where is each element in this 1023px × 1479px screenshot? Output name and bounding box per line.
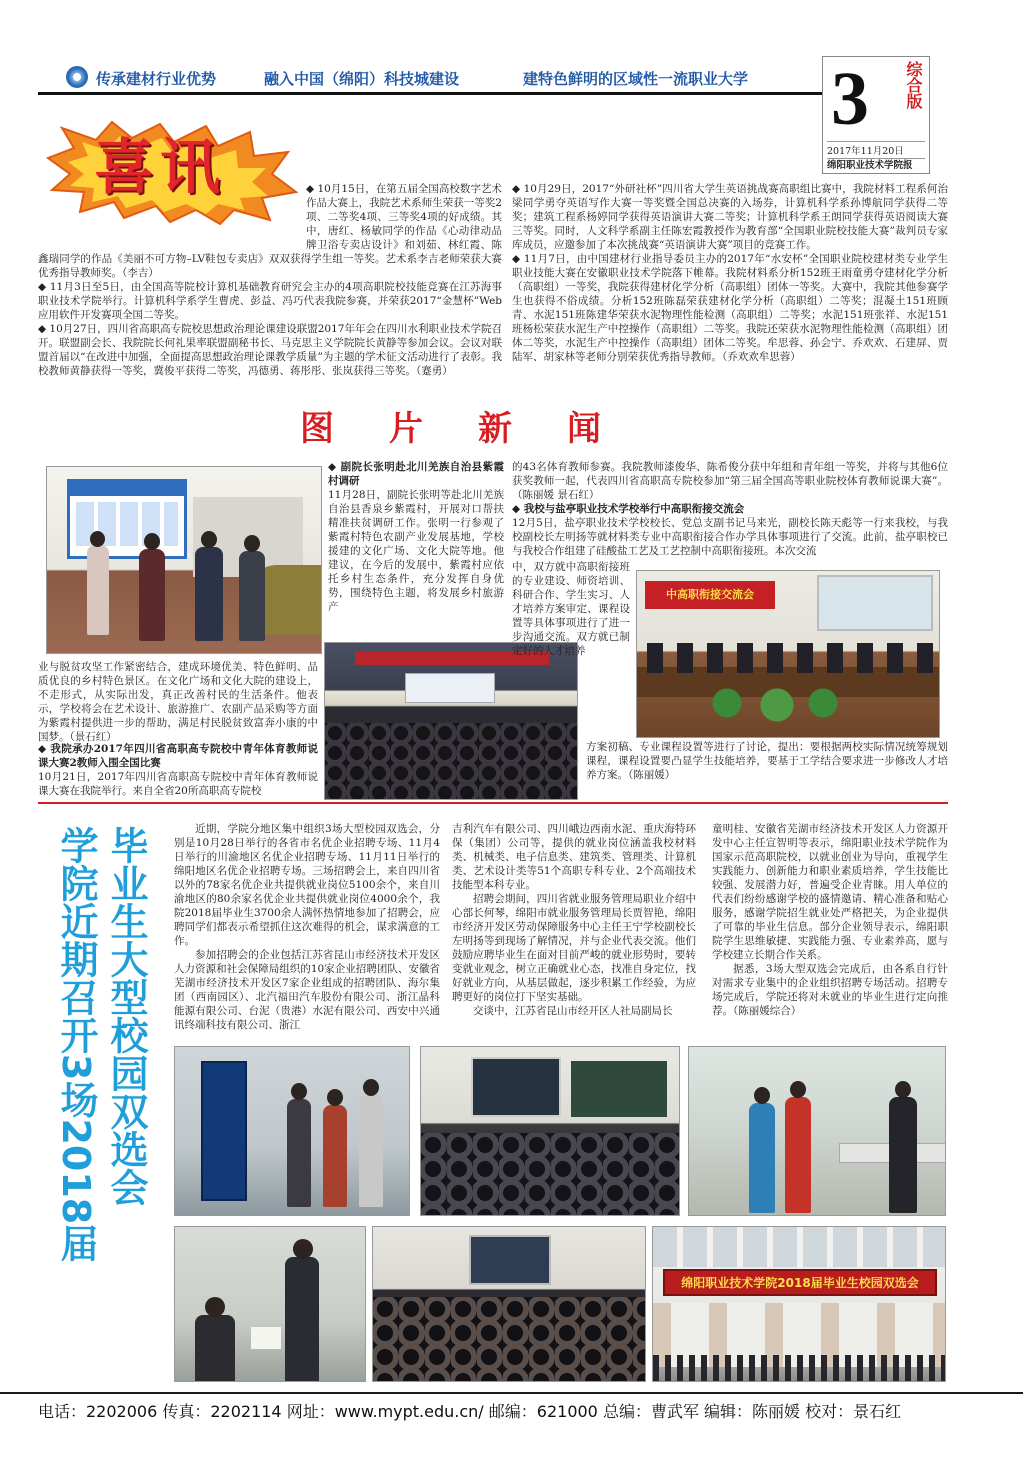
exchange-meeting-photo (636, 570, 940, 738)
wall-window (817, 575, 933, 631)
crowd (653, 1355, 946, 1382)
job-fair-headline-line1: 毕业生大型校园双选会 (104, 826, 148, 1206)
section-label: 综合版 (904, 61, 923, 109)
issue-date: 2017年11月20日 (827, 141, 925, 159)
news-item-building-materials: ◆ 11月7日，由中国建材行业指导委员主办的2017年“水安杯”全国职业院校建材类专业学生职业技能大赛在安徽职业技术学院落下帷幕。我院材料系分析152班王雨童勇夺建材化学分析（高职组）一等奖，我院获得建材化学分析（高职组）团体一等奖。大赛中，我院其他参赛学生也获得不俗成绩。分析152班陈磊荣获建材化学分析（高职组）二等奖；混凝土151班顾青、水泥151班陈建华荣获水泥物理性能检测（高职组）二等奖；水泥151班张祥、水泥151班杨松荣获水泥生产中控操作（高职组）二等奖。我院还荣获水泥物理性能检测（高职组）团体二等奖，水泥生产中控操作（高职组）团体二等奖。牟思蓉、孙会宁、乔欢欢、石建屏、贾陆军、胡家林等老师分别荣获优秀指导教师。（乔欢欢牟思蓉） (512, 253, 948, 363)
person-figure (749, 1103, 775, 1213)
slogan-2: 融入中国（绵阳）科技城建设 (264, 70, 460, 88)
photo-news-title: 图片新闻 (300, 409, 656, 449)
blackboard (571, 1061, 667, 1117)
header-rule (38, 92, 828, 95)
job-fair-col-3 (712, 822, 948, 1042)
story-exchange-heading: ◆ 我校与盐亭职业技术学校举行中高职衔接交流会 (512, 503, 745, 515)
village-visit-photo (46, 466, 322, 654)
news-item-art-contest: ◆ 10月15日，在第五届全国高校数字艺术作品大赛上，我院艺术系师生荣获一等奖2项、二等奖4项、三等奖4项的好成绩。其中，唐红、杨敏同学的作品《心动律动品牌卫浴专卖店设计》和刘茹、林红霞、陈鑫瑞同学的作品《美丽不可方物–LV鞋包专卖店》双双获得学生组一等奖。艺术系李吉老师荣获大赛优秀指导教师奖。（李吉） (38, 183, 502, 279)
section-rule (38, 802, 948, 804)
paper-name: 绵阳职业技术学院报 (827, 160, 913, 171)
school-logo-icon (66, 66, 88, 88)
news-item-ideology-alliance: ◆ 10月27日，四川省高职高专院校思想政治理论课建设联盟2017年年会在四川水利职业技术学院召开。联盟副会长、我院院长何礼果率联盟副秘书长、马克思主义学院院长黄静等参加会议。会议对联盟首届以“在改进中加强，全面提高思想政治理论课教学质量”为主题的学术征文活动进行了表彰。我校教师黄静获得一等奖，冀俊平获得二等奖，冯德勇、蒋彤彤、张岚获得三等奖。（蹇勇） (38, 323, 502, 377)
building-windows (653, 1227, 946, 1267)
job-fair-col-2 (452, 822, 696, 1042)
good-news-left-column (38, 182, 502, 394)
story-teacher-cont-text: 的43名体育教师参赛。我院教师漆俊华、陈希俊分获中年组和青年组一等奖，并将与其他6位获奖教师一起，代表四川省高职高专院校参加“第三届全国高等职业院校体育教师说课大赛”。（陈丽媛 景石红） (512, 461, 948, 501)
news-item-web-contest: ◆ 11月3日至5日，由全国高等院校计算机基础教育研究会主办的4项高职院校技能竞赛在江苏海事职业技术学院举行。计算机科学系学生曹虎、彭益、冯巧代表我院参赛，并荣获2017“金慧杯”Web应用软件开发赛项全国二等奖。 (38, 281, 502, 321)
story-exchange-mid (512, 560, 630, 738)
slogan-3: 建特色鲜明的区域性一流职业大学 (523, 70, 749, 88)
participants (647, 643, 937, 673)
footer-info: 电话：2202006 传真：2202114 网址：www.mypt.edu.cn/ 邮编：621000 总编：曹武军 编辑：陈丽媛 校对：景石红 (38, 1402, 902, 1421)
person-figure (139, 549, 165, 641)
story-teacher-heading: ◆ 我院承办2017年四川省高职高专院校中青年体育教师说课大赛2教师入围全国比赛 (38, 743, 318, 769)
person-figure (323, 1105, 347, 1207)
slogan-1: 传承建材行业优势 (96, 70, 217, 88)
person-figure (285, 1257, 319, 1382)
person-figure (785, 1097, 811, 1213)
person-figure (889, 1097, 917, 1213)
job-fair-paragraph: 童明桂、安徽省芜湖市经济技术开发区人力资源开发中心主任宣智明等表示，绵阳职业技术学院作为国家示范高职院校，以就业创业为导向，重视学生实践能力、创新能力和职业素质培养，学生技能比较强、发展潜力好，普遍受企业青睐。用人单位的代表们纷纷感谢学校的盛情邀请、精心准备和贴心服务，感谢学院招生就业处严格把关，为企业提供了可靠的毕业生信息。部分企业领导表示，绵阳职院学生思维敏捷、实践能力强、专业素养高，愿与学校建立长期合作关系。 (712, 823, 948, 961)
audience-rows (421, 1133, 680, 1216)
news-item-english-contest: ◆ 10月29日，2017“外研社杯”四川省大学生英语挑战赛高职组比赛中，我院材料工程系何治梁同学勇夺英语写作大赛一等奖暨全国总决赛的入场券，计算机科学系孙博航同学获得二等奖；建筑工程系杨婷同学获得英语演讲大赛二等奖；计算机科学系王朗同学获得英语阅读大赛三等奖。同时，人文科学系副主任陈宏霞教授作为教育部“全国职业院校技能大赛”裁判员专家库成员，应邀参加了本次挑战赛“英语演讲大赛”项目的竞赛工作。 (512, 183, 948, 251)
story-teacher-contest (38, 742, 318, 800)
story-teacher-text: 10月21日，2017年四川省高职高专院校中青年体育教师说课大赛在我院举行。来自全省20所高职高专院校 (38, 771, 318, 797)
story-village-continued: 业与脱贫攻坚工作紧密结合，建成环境优美、特色鲜明、品质优良的乡村特色景区。在文化广场和文化大院的建设上，不走形式，从实际出发，真正改善村民的生活条件。他表示，学校将会在艺术设计、旅游推广、农副产品采购等方面为紫霞村提供进一步的帮助，满足村民脱贫致富奔小康的中国梦。（景石红） (38, 661, 318, 743)
story-village-top (328, 460, 504, 638)
job-fair-paragraph: 招聘会期间，四川省就业服务管理局职业介绍中心部长何琴，绵阳市就业服务管理局长贾智艳，绵阳市经济开发区劳动保障服务中心主任王宁学校副校长左明扬等到现场了解情况，并与企业代表交流。他们鼓励应聘毕业生在面对目前严峻的就业形势时，要转变就业观念，树立正确就业心态，找准自身定位，找好就业方向，从基层做起，逐步积累工作经验，为应聘更好的岗位打下坚实基础。 (452, 893, 696, 1003)
person-figure (195, 547, 223, 641)
job-fair-paragraph: 吉利汽车有限公司、四川峨边西南水泥、重庆海特环保（集团）公司等，提供的就业岗位涵盖我校材料类、机械类、电子信息类、建筑类、管理类、计算机类、艺术设计类等51个高职专科专业、2个高端技术技能型本科专业。 (452, 823, 696, 891)
job-fair-paragraph: 交谈中，江苏省昆山市经开区人社局副局长 (473, 1005, 673, 1017)
meeting-banner: 中高职衔接交流会 (645, 581, 775, 609)
person-figure (87, 545, 109, 635)
story-teacher-continued (512, 460, 948, 506)
job-fair-photo-interview (174, 1226, 366, 1382)
job-fair-paragraph: 近期，学院分地区集中组织3场大型校园双选会，分别是10月28日举行的各省市名优企业招聘专场、11月4日举行的川渝地区名优企业招聘专场、11月11日举行的绵阳地区名优企业招聘专场。三场招聘会上，来自四川省以外的78家名优企业共提供就业岗位5100余个，来自川渝地区的80余家名优企业共提供就业岗位4000余个，我院2018届毕业生3700余人满怀热情地参加了招聘会，应聘同学们都表示希望抓住这次难得的机会，谋求满意的工作。 (174, 823, 440, 947)
issue-box (822, 56, 930, 174)
job-fair-paragraph: 参加招聘会的企业包括江苏省昆山市经济技术开发区人力资源和社会保障局组织的10家企业招聘团队、安徽省芜湖市经济技术开发区7家企业组成的招聘团队、海尔集团（西南园区）、北汽福田汽车股份有限公司、浙江晶科能源有限公司、台泥（贵港）水泥有限公司、西安中兴通讯终端科技有限公司、浙江 (174, 949, 440, 1031)
footer-rule (0, 1392, 1023, 1394)
job-fair-photo-hallway (174, 1046, 410, 1216)
job-fair-headline-line2: 学院近期召开3场2018届 (54, 826, 98, 1263)
poster-stand (201, 1061, 247, 1201)
job-fair-photo-building (652, 1226, 946, 1382)
story-exchange-top (512, 502, 948, 568)
notice-board (67, 479, 187, 559)
page-number: 3 (831, 57, 869, 141)
person-figure (359, 1095, 383, 1207)
flower-arrangement (697, 683, 847, 723)
job-fair-banner: 绵阳职业技术学院2018届毕业生校园双选会 (663, 1269, 937, 1296)
projection-screen (471, 1057, 561, 1117)
good-news-title: 喜讯 (94, 133, 226, 203)
story-exchange-bottom-text: 方案初稿、专业课程设置等进行了讨论，提出：要根据两校实际情况统筹规划课程，课程设置要凸显学生技能培养，要基于工学结合要求进一步修改人才培养方案。（陈丽媛） (586, 741, 948, 781)
resume-paper (251, 1327, 281, 1349)
job-fair-col-1 (174, 822, 440, 1042)
job-fair-photo-classroom (420, 1046, 680, 1216)
job-fair-photo-booths (688, 1046, 946, 1216)
audience-rows (373, 1297, 646, 1382)
projection-screen (405, 673, 495, 703)
person-figure (195, 1315, 235, 1382)
story-exchange-text: 12月5日，盐亭职业技术学校校长、党总支副书记马来光，副校长陈天彪等一行来我校，与我校副校长左明扬等就材料类专业中高职衔接合作办学具体事项进行了交流。此前，盐亭职校已与我校合作组建了硅酸盐工艺及工艺控制中高职衔接班。本次交流 (512, 517, 948, 557)
story-village-text: 11月28日，副院长张明等赴北川羌族自治县香泉乡紫霞村，开展对口帮扶精准扶贫调研工作。张明一行参观了紫霞村特色农副产业发展基地，学校援建的文化广场、文化大院等地。他建议，在今后的发展中，紫霞村应依托乡村生态条件，充分发挥自身优势，围绕特色主题，将发展乡村旅游产 (328, 489, 504, 613)
good-news-right-column (512, 182, 948, 394)
person-figure (239, 551, 265, 641)
story-village-bottom (38, 660, 318, 742)
job-fair-paragraph: 据悉，3场大型双选会完成后，由各系自行针对需求专业集中的企业组织招聘专场活动。招聘专场完成后，学院还将对未就业的毕业生进行定向推荐。（陈丽媛综合） (712, 963, 948, 1017)
projection-screen (469, 1235, 551, 1285)
story-exchange-bottom (586, 740, 948, 798)
masthead (38, 56, 818, 96)
person-figure (287, 1099, 311, 1207)
story-exchange-mid-text: 中，双方就中高职衔接班的专业建设、师资培训、科研合作、学生实习、人才培养方案审定、课程设置等具体事项进行了进一步沟通交流。双方就已制定好的人才培养 (512, 561, 630, 657)
job-fair-photo-lecture (372, 1226, 646, 1382)
story-village-heading: ◆ 副院长张明赴北川羌族自治县紫霞村调研 (328, 461, 504, 487)
